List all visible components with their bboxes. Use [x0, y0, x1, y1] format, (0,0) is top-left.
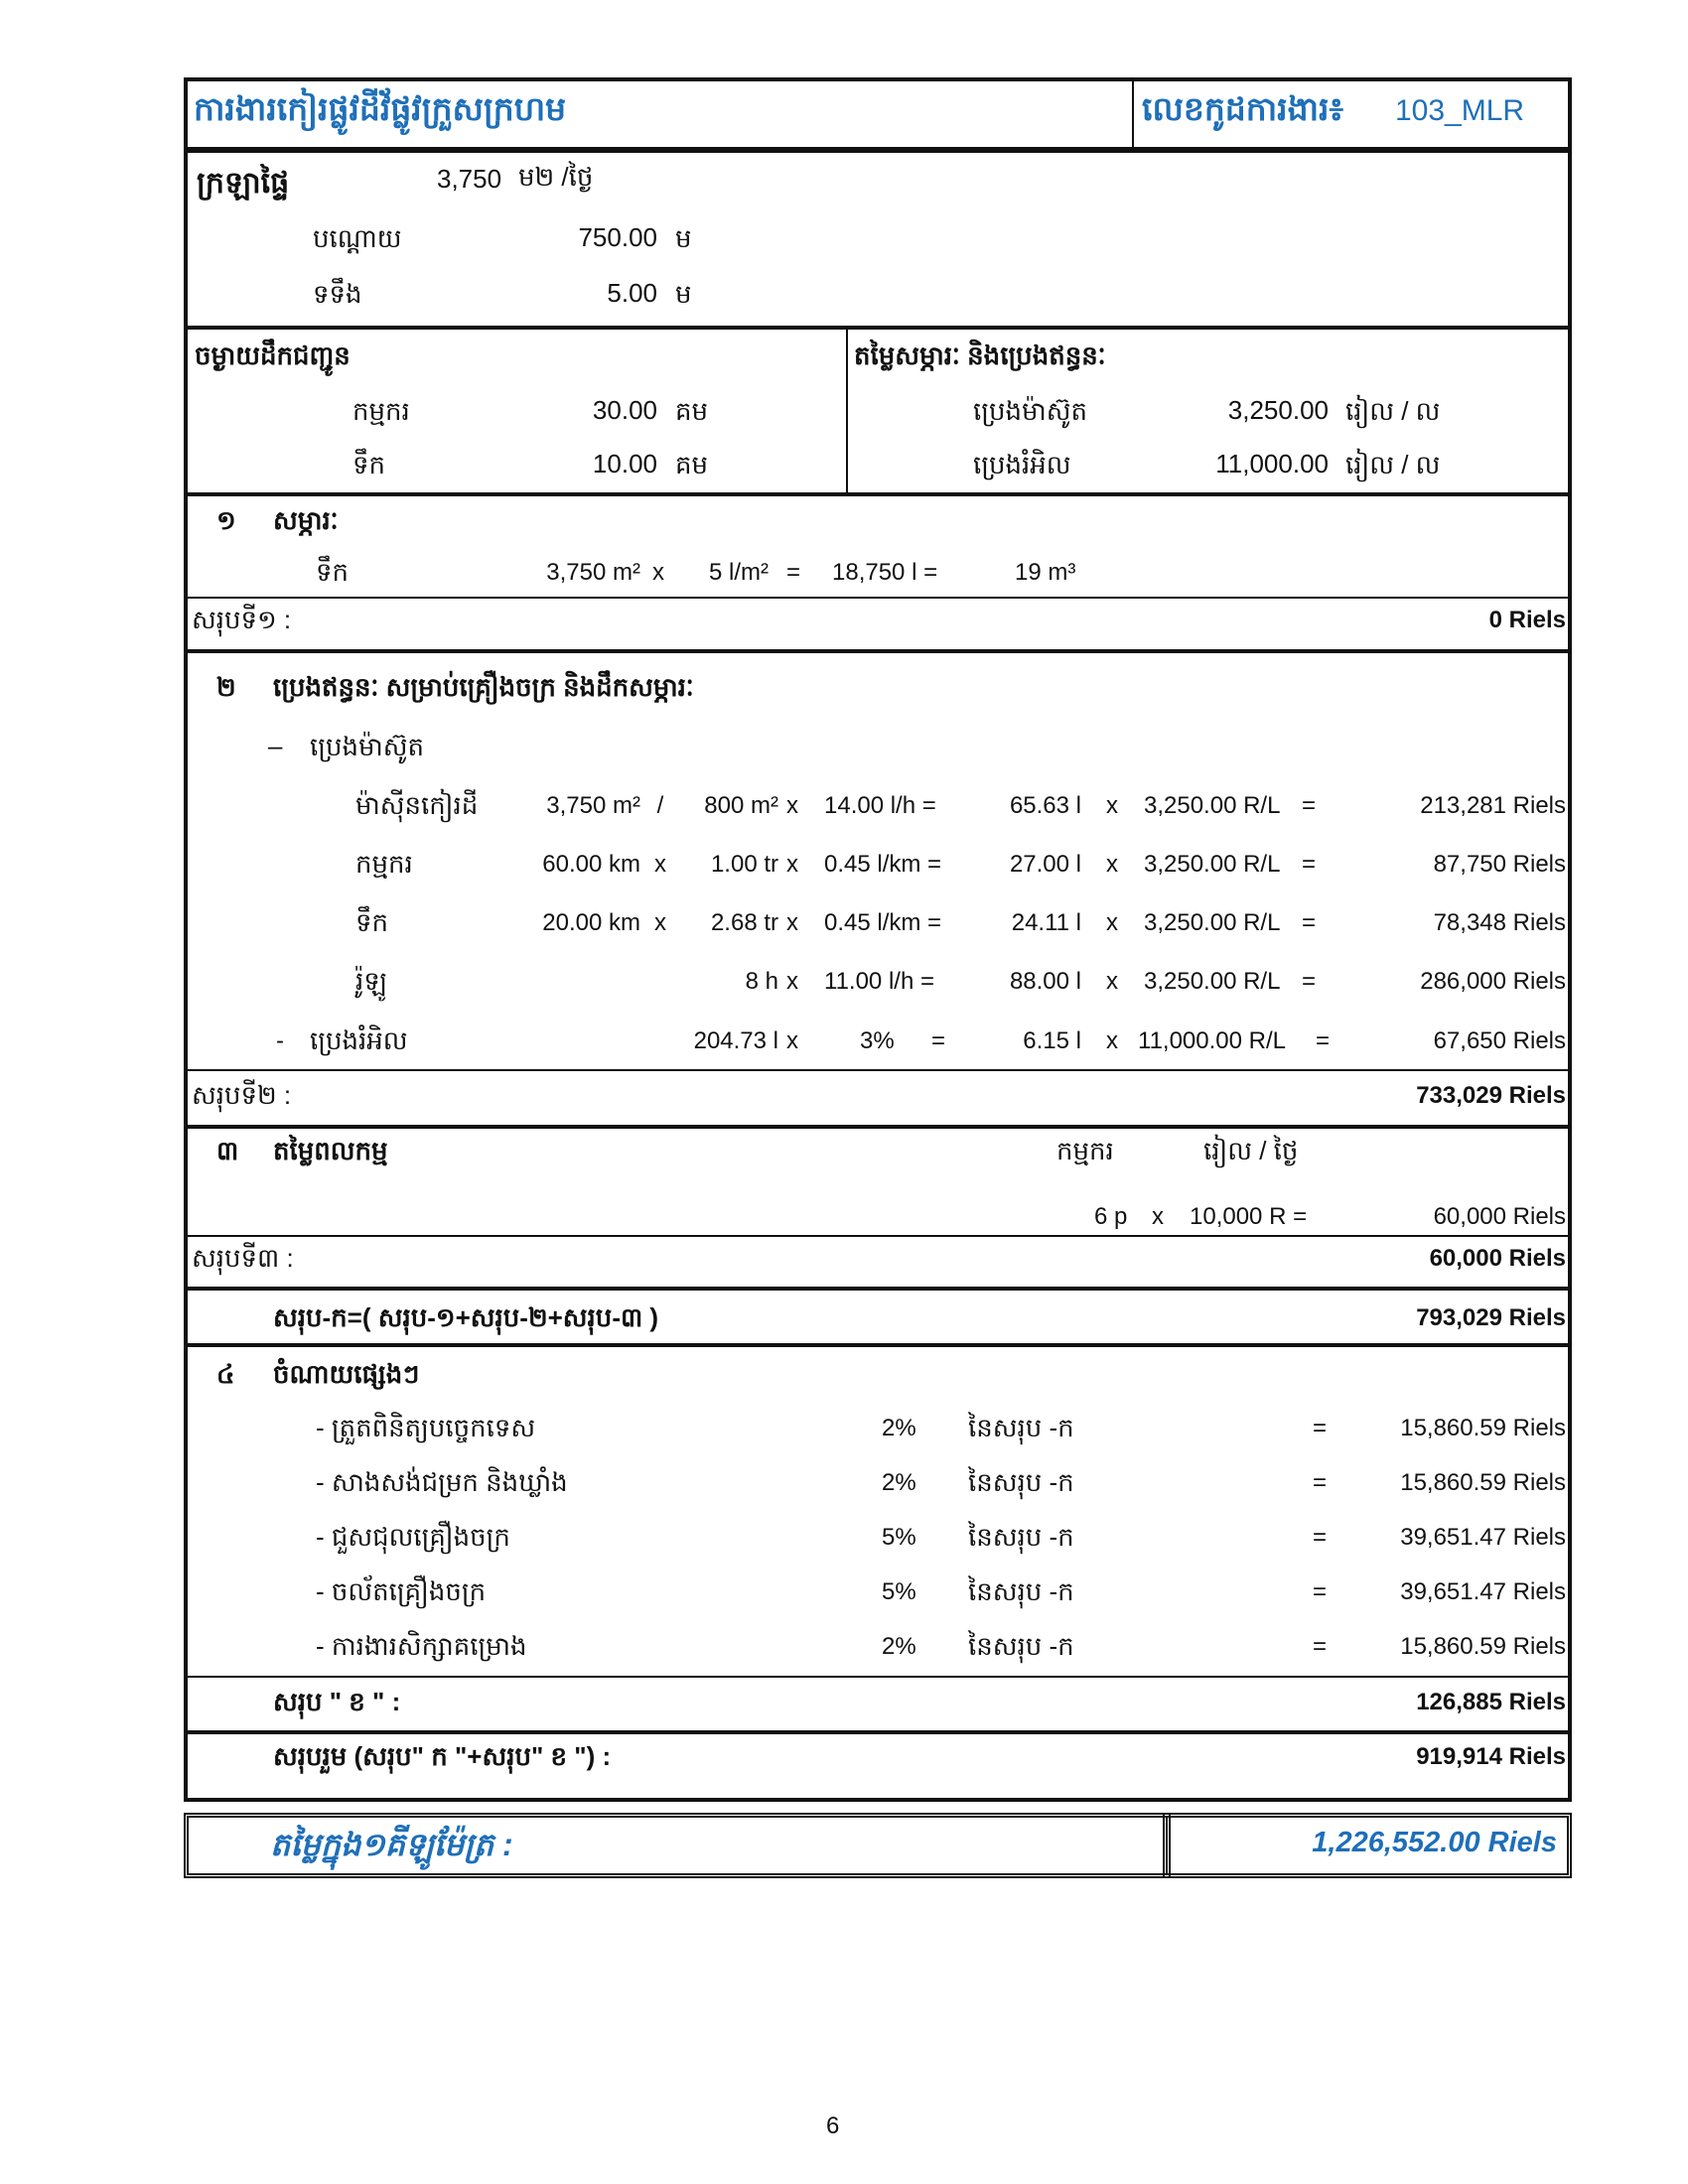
- sum-a-label: សរុប-ក=( សរុប-១+សរុប-២+សរុប-៣ ): [273, 1302, 659, 1332]
- fuel-row-liters: 24.11 l: [1011, 909, 1081, 936]
- other-cost-of: នៃសរុប -ក: [968, 1467, 1074, 1497]
- fuel-row-op: x: [1106, 968, 1118, 995]
- fuel-row-c: 0.45 l/km =: [824, 851, 942, 878]
- fuel-row-total: 78,348 Riels: [1433, 909, 1566, 936]
- fuel-row-price: 3,250.00 R/L: [1144, 851, 1281, 878]
- subtotal2-value: 733,029 Riels: [1416, 1082, 1566, 1109]
- fuel-row-op: =: [1301, 968, 1316, 995]
- section2-title: ប្រេងឥន្ធនៈ សម្រាប់គ្រឿងចក្រ និងដឹកសម្ភារៈ: [273, 672, 694, 702]
- divider: [184, 326, 1572, 330]
- distance-worker-value: 30.00: [592, 395, 657, 425]
- mid-divider: [846, 328, 848, 494]
- diesel-label: ប្រេងម៉ាស៊ូត: [973, 396, 1088, 426]
- area-value: 3,750: [437, 164, 502, 194]
- fuel-row-op: x: [786, 909, 798, 936]
- divider: [184, 1069, 1572, 1071]
- oil-row-liters: 6.15 l: [1023, 1027, 1081, 1054]
- oil-price: 11,000.00: [1215, 449, 1329, 478]
- other-cost-label: - ចល័តគ្រឿងចក្រ: [316, 1576, 487, 1606]
- fuel-row-op: x: [1106, 792, 1118, 819]
- oil-row-op: =: [1315, 1027, 1330, 1054]
- fuel-row-total: 87,750 Riels: [1433, 851, 1566, 878]
- header-divider: [1132, 77, 1134, 151]
- work-code-label: លេខកូដការងារ៖: [1142, 90, 1344, 127]
- divider: [184, 1730, 1572, 1734]
- fuel-row-c: 14.00 l/h =: [824, 792, 936, 819]
- other-cost-pct: 2%: [882, 1415, 916, 1441]
- section1-area: 3,750 m²: [546, 559, 640, 586]
- fuel-row-b: 2.68 tr: [710, 909, 778, 936]
- oil-row-used: 204.73 l: [693, 1027, 778, 1054]
- section3-title: តម្លៃពលកម្ម: [273, 1136, 388, 1165]
- section1-number: ១: [216, 505, 236, 535]
- sum-a-value: 793,029 Riels: [1416, 1304, 1566, 1331]
- work-code-value: 103_MLR: [1395, 94, 1525, 127]
- fuel-row-liters: 88.00 l: [1009, 968, 1081, 995]
- other-cost-value: 39,651.47 Riels: [1400, 1578, 1566, 1605]
- diesel-price: 3,250.00: [1227, 395, 1329, 425]
- section1-rate: 5 l/m²: [709, 559, 769, 586]
- fuel-row-a: 60.00 km: [542, 851, 640, 878]
- other-cost-label: - ត្រួតពិនិត្យបច្ចេកទេស: [316, 1413, 536, 1442]
- section2-dash: –: [268, 731, 283, 760]
- area-unit: ម២ /ថ្ងៃ: [518, 162, 594, 192]
- distance-water-label: ទឹក: [352, 450, 386, 479]
- other-cost-label: - ជួសជុលគ្រឿងចក្រ: [316, 1522, 510, 1552]
- section3-number: ៣: [216, 1136, 239, 1165]
- sum-b-label: សរុប " ខ " :: [273, 1687, 401, 1716]
- labor-qty: 6 p: [1094, 1203, 1128, 1230]
- section1-volume: 19 m³: [1015, 559, 1076, 586]
- other-cost-value: 39,651.47 Riels: [1400, 1524, 1566, 1551]
- section1-op: x: [652, 559, 664, 586]
- fuel-row-label: ទឹក: [355, 907, 389, 937]
- fuel-row-op: x: [654, 851, 666, 878]
- fuel-row-price: 3,250.00 R/L: [1144, 968, 1281, 995]
- page-title: ការងារកៀរផ្លូវដីវ័ផ្លូវក្រួសក្រហម: [194, 90, 567, 127]
- other-cost-eq: =: [1313, 1469, 1328, 1496]
- fuel-row-label: រ៉ូឡូ: [355, 966, 387, 996]
- divider: [184, 1676, 1572, 1678]
- oil-row-pct: 3%: [860, 1027, 895, 1054]
- fuel-row-label: ម៉ាស៊ីនកៀរដី: [355, 790, 479, 820]
- other-cost-label: - ការងារសិក្សាគម្រោង: [316, 1631, 527, 1661]
- fuel-row-op: =: [1301, 909, 1316, 936]
- other-cost-eq: =: [1313, 1415, 1328, 1441]
- divider: [184, 1235, 1572, 1237]
- fuel-row-price: 3,250.00 R/L: [1144, 909, 1281, 936]
- oil-unit: រៀល / ល: [1345, 450, 1441, 479]
- section1-title: សម្ភារៈ: [273, 505, 339, 535]
- width-value: 5.00: [607, 278, 657, 308]
- divider: [184, 597, 1572, 599]
- fuel-row-a: 20.00 km: [542, 909, 640, 936]
- fuel-row-liters: 27.00 l: [1009, 851, 1081, 878]
- fuel-row-b: 8 h: [745, 968, 778, 995]
- divider: [184, 1343, 1572, 1347]
- other-cost-of: នៃសរុប -ក: [968, 1522, 1074, 1552]
- length-value: 750.00: [578, 222, 657, 252]
- oil-row-op: =: [931, 1027, 946, 1054]
- fuel-row-op: x: [786, 851, 798, 878]
- other-cost-of: នៃសរុប -ក: [968, 1576, 1074, 1606]
- subtotal3-label: សរុបទី៣ :: [192, 1243, 294, 1273]
- other-cost-value: 15,860.59 Riels: [1400, 1415, 1566, 1441]
- diesel-unit: រៀល / ល: [1345, 396, 1441, 426]
- fuel-row-liters: 65.63 l: [1009, 792, 1081, 819]
- divider: [184, 1125, 1572, 1129]
- subtotal2-label: សរុបទី២ :: [192, 1080, 292, 1110]
- grand-total-value: 919,914 Riels: [1416, 1743, 1566, 1770]
- oil-row-op: x: [786, 1027, 798, 1054]
- width-label: ទទឹង: [313, 279, 362, 309]
- fuel-row-op: /: [656, 792, 664, 819]
- section1-liters: 18,750 l =: [832, 559, 938, 586]
- oil-row-price: 11,000.00 R/L: [1138, 1027, 1287, 1054]
- fuel-row-c: 0.45 l/km =: [824, 909, 942, 936]
- distance-worker-label: កម្មករ: [352, 396, 410, 426]
- fuel-row-price: 3,250.00 R/L: [1144, 792, 1281, 819]
- distance-water-value: 10.00: [592, 449, 657, 478]
- grand-total-label: សរុបរួម (សរុប" ក "+សរុប" ខ ") :: [273, 1741, 612, 1771]
- distance-title: ចម្ងាយដឹកជញ្ជូន: [195, 341, 351, 370]
- fuel-row-op: =: [1301, 792, 1316, 819]
- fuel-row-label: កម្មករ: [355, 849, 413, 879]
- sum-b-value: 126,885 Riels: [1416, 1689, 1566, 1715]
- section1-op: =: [786, 559, 801, 586]
- other-cost-pct: 5%: [882, 1524, 916, 1551]
- width-unit: ម: [675, 279, 692, 309]
- other-cost-value: 15,860.59 Riels: [1400, 1633, 1566, 1660]
- labor-rate: 10,000 R =: [1190, 1203, 1308, 1230]
- divider: [184, 1287, 1572, 1291]
- fuel-row-total: 286,000 Riels: [1420, 968, 1566, 995]
- other-cost-eq: =: [1313, 1524, 1328, 1551]
- oil-row-label: ប្រេងរំអិល: [310, 1025, 408, 1055]
- oil-row-op: x: [1106, 1027, 1118, 1054]
- other-cost-of: នៃសរុប -ក: [968, 1413, 1074, 1442]
- section2-diesel-label: ប្រេងម៉ាស៊ូត: [310, 732, 425, 761]
- labor-col-rate: រៀល / ថ្ងៃ: [1203, 1136, 1299, 1165]
- divider: [184, 649, 1572, 653]
- area-label: ក្រឡាផ្ទៃ: [197, 167, 290, 200]
- section2-number: ២: [216, 672, 236, 702]
- labor-col-workers: កម្មករ: [1056, 1136, 1114, 1165]
- length-label: បណ្តោយ: [313, 223, 402, 253]
- fuel-row-op: =: [1301, 851, 1316, 878]
- other-cost-pct: 5%: [882, 1578, 916, 1605]
- per-km-label: តម្លៃក្នុង១គីឡូម៉ែត្រ :: [270, 1827, 513, 1862]
- fuel-row-c: 11.00 l/h =: [824, 968, 934, 995]
- length-unit: ម: [675, 223, 692, 253]
- per-km-value: 1,226,552.00 Riels: [1312, 1827, 1557, 1858]
- distance-water-unit: គម: [675, 450, 709, 479]
- labor-total: 60,000 Riels: [1433, 1203, 1566, 1230]
- oil-row-dash: -: [276, 1027, 284, 1054]
- oil-row-total: 67,650 Riels: [1433, 1027, 1566, 1054]
- fuel-row-b: 1.00 tr: [710, 851, 778, 878]
- prices-title: តម្លៃសម្ភារៈ និងប្រេងឥន្ធនៈ: [854, 341, 1106, 370]
- other-cost-pct: 2%: [882, 1633, 916, 1660]
- subtotal3-value: 60,000 Riels: [1429, 1245, 1566, 1272]
- page-number: 6: [826, 2113, 840, 2139]
- distance-worker-unit: គម: [675, 396, 709, 426]
- other-cost-label: - សាងសង់ជម្រក និងឃ្លាំង: [316, 1467, 568, 1497]
- fuel-row-total: 213,281 Riels: [1420, 792, 1566, 819]
- other-cost-eq: =: [1313, 1578, 1328, 1605]
- fuel-row-op: x: [1106, 851, 1118, 878]
- fuel-row-a: 3,750 m²: [546, 792, 640, 819]
- oil-label: ប្រេងរំអិល: [973, 450, 1071, 479]
- fuel-row-op: x: [1106, 909, 1118, 936]
- subtotal1-label: សរុបទី១ :: [192, 605, 292, 634]
- other-cost-pct: 2%: [882, 1469, 916, 1496]
- section1-water-label: ទឹក: [316, 557, 350, 587]
- fuel-row-op: x: [786, 968, 798, 995]
- section4-title: ចំណាយផ្សេងៗ: [273, 1359, 420, 1389]
- other-cost-of: នៃសរុប -ក: [968, 1631, 1074, 1661]
- labor-op: x: [1152, 1203, 1164, 1230]
- fuel-row-op: x: [654, 909, 666, 936]
- section4-number: ៤: [216, 1359, 235, 1389]
- other-cost-eq: =: [1313, 1633, 1328, 1660]
- fuel-row-b: 800 m²: [704, 792, 778, 819]
- subtotal1-value: 0 Riels: [1488, 607, 1566, 633]
- divider: [184, 492, 1572, 496]
- fuel-row-op: x: [786, 792, 798, 819]
- other-cost-value: 15,860.59 Riels: [1400, 1469, 1566, 1496]
